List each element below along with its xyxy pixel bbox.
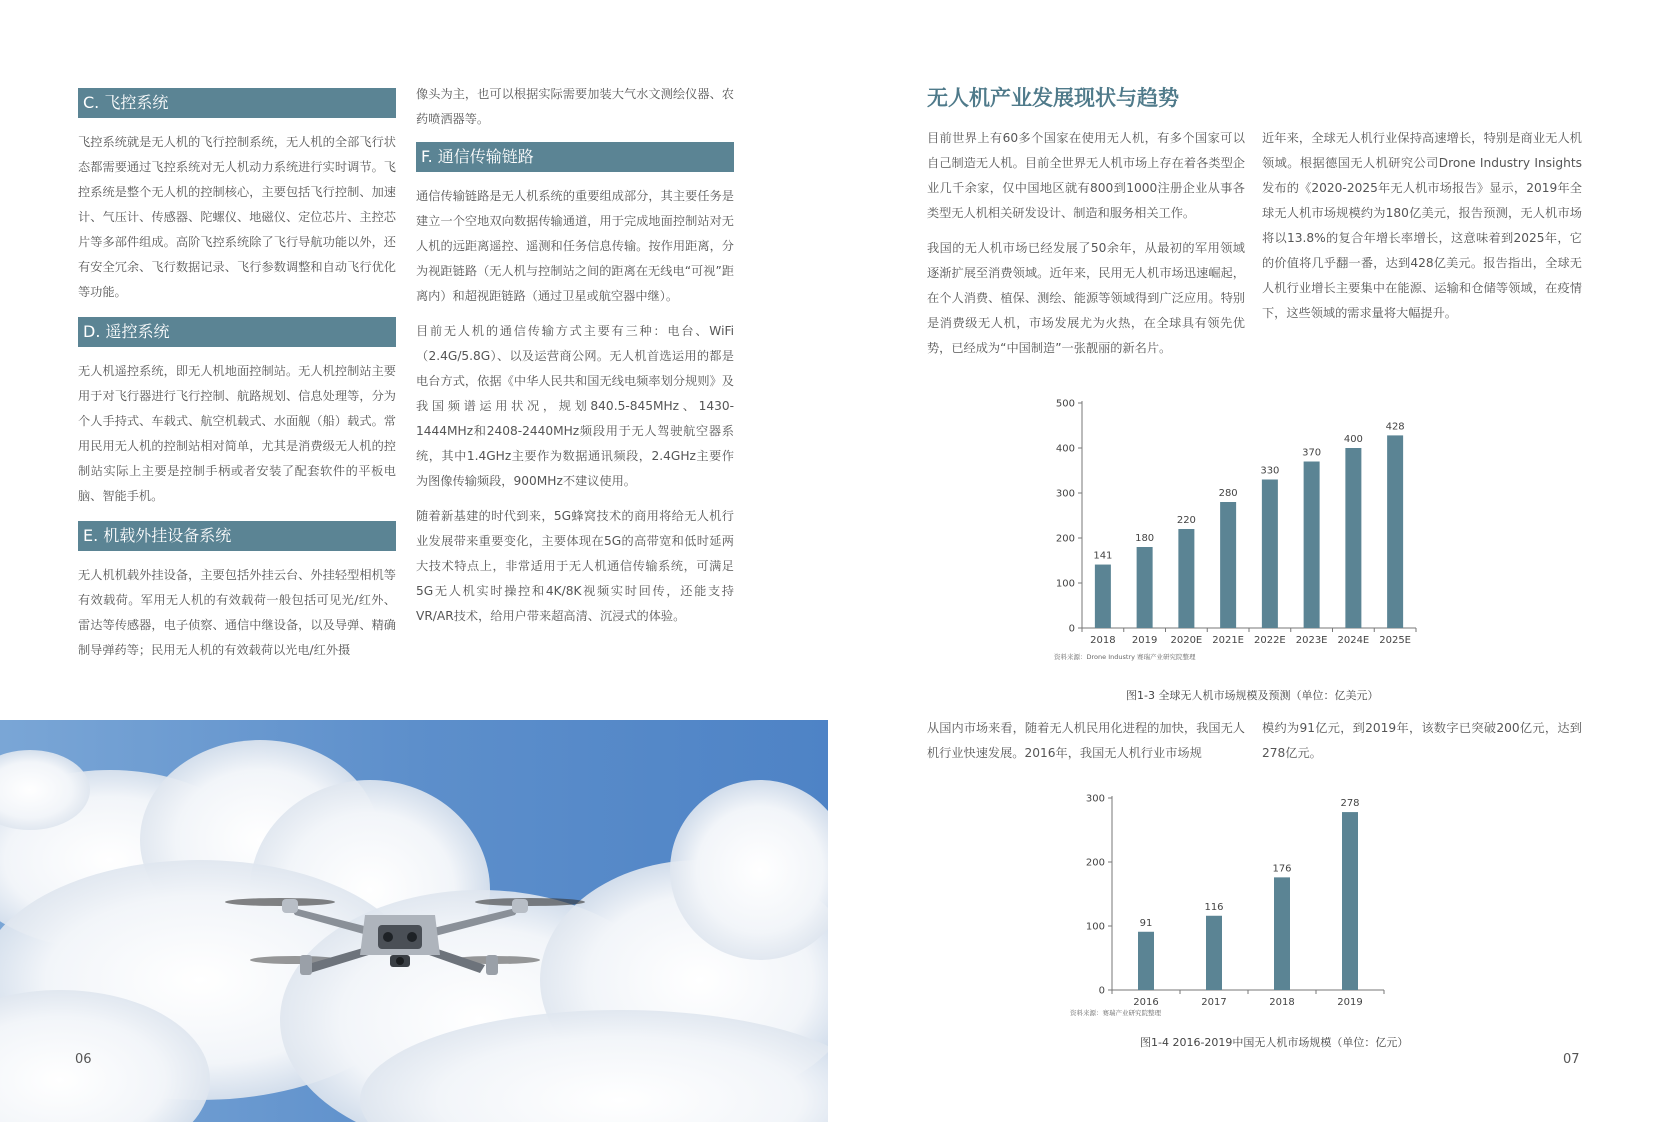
bar-value-label: 278 — [1340, 798, 1360, 810]
domestic-market-text-2: 模约为91亿元，到2019年，该数字已突破200亿元，达到278亿元。 — [1262, 721, 1582, 760]
y-tick-label: 200 — [1085, 857, 1105, 869]
y-tick-label: 200 — [1055, 533, 1075, 545]
x-tick-label: 2023E — [1295, 635, 1328, 645]
right-col-1 — [927, 126, 1245, 371]
x-tick-label: 2018 — [1090, 635, 1116, 645]
left-col-1 — [78, 88, 396, 673]
intro-text-1: 目前世界上有60多个国家在使用无人机，有多个国家可以自己制造无人机。目前全世界无人机市场上存在着各类型企业几千余家，仅中国地区就有800到1000注册企业从事各类型无人机相关研发设计、制造和服务相关工作。 — [927, 131, 1245, 220]
y-tick-label: 100 — [1055, 578, 1075, 590]
bar-value-label: 116 — [1204, 901, 1224, 913]
section-e-heading: E. 机载外挂设备系统 — [78, 521, 396, 551]
drone-photo — [0, 720, 828, 1122]
bar-value-label: 141 — [1093, 550, 1113, 562]
bar — [1274, 877, 1290, 990]
global-market-chart — [1030, 385, 1450, 645]
x-tick-label: 2022E — [1253, 635, 1286, 645]
chart2-source: 资料来源：赛瑞产业研究院整理 — [1070, 1009, 1161, 1017]
y-tick-label: 400 — [1055, 443, 1075, 455]
x-tick-label: 2021E — [1212, 635, 1245, 645]
section-c-text: 飞控系统就是无人机的飞行控制系统，无人机的全部飞行状态都需要通过飞控系统对无人机动力系统进行实时调节。飞控系统是整个无人机的控制核心，主要包括飞行控制、加速计、气压计、传感器、陀螺仪、地磁仪、定位芯片、主控芯片等多部件组成。高阶飞控系统除了飞行导航功能以外，还有安全冗余、飞行数据记录、飞行参数调整和自动飞行优化等功能。 — [78, 135, 396, 299]
x-tick-label: 2025E — [1379, 635, 1412, 645]
bar — [1137, 547, 1153, 628]
bar-value-label: 400 — [1343, 434, 1363, 445]
bar — [1342, 812, 1358, 990]
chart1-source: 资料来源：Drone Industry 赛瑞产业研究院整理 — [1054, 653, 1196, 661]
x-tick-label: 2024E — [1337, 635, 1370, 645]
section-d-heading: D. 遥控系统 — [78, 317, 396, 347]
y-tick-label: 500 — [1055, 398, 1075, 410]
chart1-caption: 图1-3 全球无人机市场规模及预测（单位：亿美元） — [1126, 689, 1379, 702]
section-d-text: 无人机遥控系统，即无人机地面控制站。无人机控制站主要用于对飞行器进行飞行控制、航路规划、信息处理等，分为个人手持式、车载式、航空机载式、水面舰（船）载式。常用民用无人机的控制站相对简单，尤其是消费级无人机的控制站实际上主要是控制手柄或者安装了配套软件的平板电脑、智能手机。 — [78, 364, 396, 503]
y-tick-label: 300 — [1055, 488, 1075, 500]
bar — [1262, 480, 1278, 629]
page-title: 无人机产业发展现状与趋势 — [927, 86, 1179, 110]
bar — [1387, 435, 1403, 628]
domestic-text-1 — [927, 716, 1245, 776]
bar-value-label: 220 — [1176, 515, 1196, 526]
bar — [1138, 932, 1154, 990]
domestic-market-text-1: 从国内市场来看，随着无人机民用化进程的加快，我国无人机行业快速发展。2016年，我国无人机行业市场规 — [927, 721, 1245, 760]
left-col-2 — [416, 82, 734, 639]
section-f-text-2: 目前无人机的通信传输方式主要有三种：电台、WiFi（2.4G/5.8G）、以及运营商公网。无人机首选运用的都是电台方式，依据《中华人民共和国无线电频率划分规则》及我国频谱运用状况，规划840.5-845MHz、1430-1444MHz和2408-2440MHz频段用于无人驾驶航空器系统，其中1.4GHz主要作为数据通讯频段，2.4GHz主要作为图像传输频段，900MHz不建议使用。 — [416, 324, 734, 488]
bar-value-label: 330 — [1260, 465, 1280, 477]
bar-value-label: 280 — [1218, 488, 1238, 499]
section-f-text-3: 随着新基建的时代到来，5G蜂窝技术的商用将给无人机行业发展带来重要变化，主要体现在5G的高带宽和低时延两大技术特点上，非常适用于无人机通信传输系统，可满足5G无人机实时操控和4K/8K视频实时回传，还能支持VR/AR技术，给用户带来超高清、沉浸式的体验。 — [416, 509, 734, 623]
bar — [1304, 462, 1320, 629]
x-tick-label: 2018 — [1269, 997, 1295, 1008]
y-tick-label: 100 — [1085, 921, 1105, 933]
section-c-heading: C. 飞控系统 — [78, 88, 396, 118]
bar — [1178, 529, 1194, 628]
section-e-text: 无人机机载外挂设备，主要包括外挂云台、外挂轻型相机等有效载荷。军用无人机的有效载荷一般包括可见光/红外、雷达等传感器，电子侦察、通信中继设备，以及导弹、精确制导弹药等；民用无人机的有效载荷以光电/红外摄 — [78, 568, 396, 657]
bar-value-label: 370 — [1302, 447, 1322, 459]
bar-value-label: 176 — [1272, 863, 1292, 875]
bar-value-label: 91 — [1139, 917, 1153, 929]
section-f-heading: F. 通信传输链路 — [416, 142, 734, 172]
bar — [1220, 502, 1236, 628]
x-tick-label: 2019 — [1337, 997, 1363, 1008]
domestic-text-2 — [1262, 716, 1582, 776]
page-number-left: 06 — [75, 1052, 92, 1067]
bar — [1206, 916, 1222, 990]
continued-text: 像头为主，也可以根据实际需要加装大气水文测绘仪器、农药喷洒器等。 — [416, 87, 734, 126]
intro-text-2: 我国的无人机市场已经发展了50余年，从最初的军用领域逐渐扩展至消费领域。近年来，民用无人机市场迅速崛起，在个人消费、植保、测绘、能源等领域得到广泛应用。特别是消费级无人机，市场发展尤为火热，在全球具有领先优势，已经成为“中国制造”一张靓丽的新名片。 — [927, 241, 1245, 355]
x-tick-label: 2019 — [1131, 635, 1158, 645]
x-tick-label: 2017 — [1201, 997, 1227, 1008]
bar-value-label: 180 — [1135, 533, 1155, 544]
x-tick-label: 2016 — [1133, 997, 1159, 1008]
global-market-text: 近年来，全球无人机行业保持高速增长，特别是商业无人机领域。根据德国无人机研究公司Drone Industry Insights发布的《2020-2025年无人机市场报告》显示，2019年全球无人机市场规模约为180亿美元，报告预测，无人机市场将以13.8%的复合年增长率增长，这意味着到2025年，它的价值将几乎翻一番，达到428亿美元。报告指出，全球无人机行业增长主要集中在能源、运输和仓储等领域，在疫情下，这些领域的需求量将大幅提升。 — [1262, 131, 1582, 320]
bar — [1095, 565, 1111, 628]
china-market-chart — [1070, 780, 1430, 1010]
y-tick-label: 0 — [1098, 985, 1105, 997]
x-tick-label: 2020E — [1170, 635, 1203, 645]
bar — [1345, 448, 1361, 628]
y-tick-label: 0 — [1068, 623, 1075, 635]
chart2-caption: 图1-4 2016-2019中国无人机市场规模（单位：亿元） — [1140, 1036, 1409, 1049]
y-tick-label: 300 — [1085, 793, 1105, 805]
right-col-2 — [1262, 126, 1582, 336]
page-number-right: 07 — [1563, 1052, 1580, 1067]
bar-value-label: 428 — [1385, 421, 1405, 433]
section-f-text-1: 通信传输链路是无人机系统的重要组成部分，其主要任务是建立一个空地双向数据传输通道，用于完成地面控制站对无人机的远距离遥控、遥测和任务信息传输。按作用距离，分为视距链路（无人机与控制站之间的距离在无线电“可视”距离内）和超视距链路（通过卫星或航空器中继）。 — [416, 189, 734, 303]
